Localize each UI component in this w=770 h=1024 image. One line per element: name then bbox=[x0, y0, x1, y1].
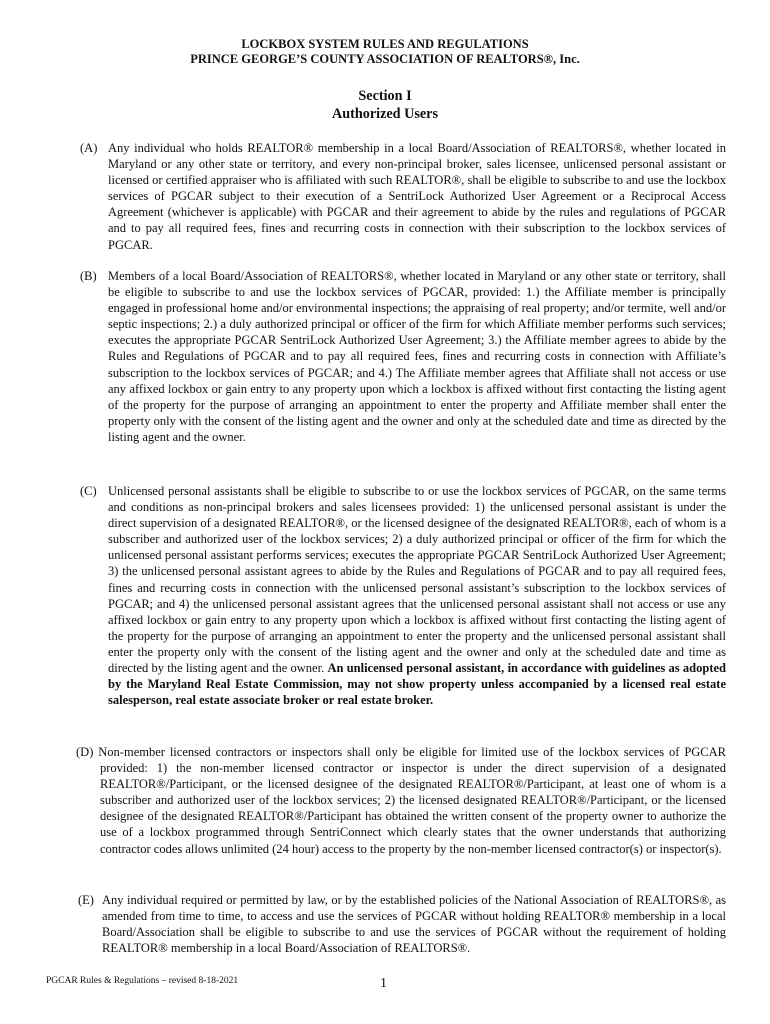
clause-text bbox=[80, 483, 726, 708]
document-title-line-2: PRINCE GEORGE’S COUNTY ASSOCIATION OF REALTORS®, Inc. bbox=[190, 52, 580, 66]
clause-d bbox=[76, 744, 726, 857]
clause-text: Any individual who holds REALTOR® membership in a local Board/Association of REALTORS®, whether located in Maryland or any other state or territory, and every non-principal broker, sales licensee, unlicensed personal assistant or licensed or certified appraiser who is affiliated with such REALTOR®, shall be eligible to subscribe to and use the lockbox services of PGCAR subject to their execution of a SentriLock Authorized User Agreement or a Reciprocal Access Agreement (whichever is applicable) with PGCAR and their agreement to abide by the rules and regulations of PGCAR and to pay all required fees, fines and recurring costs in connection with their subscription to the lockbox services of PGCAR. bbox=[108, 141, 726, 252]
clause-text: Members of a local Board/Association of REALTORS®, whether located in Maryland or any other state or territory, shall be eligible to subscribe to and use the lockbox services of PGCAR, provided: 1.) the Affiliate member is principally engaged in professional home and/or environmental inspections; the appraising of real property; and/or termite, well and/or septic inspections; 2.) a duly authorized principal or officer of the firm for which Affiliate member performs such services; executes the appropriate PGCAR SentriLock Authorized User Agreement; 3.) the Affiliate member agrees to abide by the Rules and Regulations of PGCAR and to pay all required fees, fines and recurring costs in connection with Affiliate’s subscription to the lockbox services of PGCAR; and 4.) The Affiliate member agrees that Affiliate shall not access or use any affixed lockbox or gain entry to any property upon which a lockbox is affixed without first contacting the listing agent of the property for the purpose of arranging an appointment to enter the property and Affiliate member shall enter the property only with the consent of the listing agent and the owner and only at the scheduled date and time as directed by the listing agent and the owner. bbox=[108, 269, 726, 444]
clause-a bbox=[80, 140, 726, 253]
clause-e bbox=[78, 892, 726, 956]
clause-text: Any individual required or permitted by law, or by the established policies of the National Association of REALTORS®, as amended from time to time, to access and use the services of PGCAR without holding REALTOR® membership in a local Board/Association shall be eligible to subscribe to and use the services of PGCAR without the requirement of holding REALTOR® membership in a local Board/Association of REALTORS®. bbox=[102, 893, 726, 956]
footer-revision-note: PGCAR Rules & Regulations – revised 8-18-2021 bbox=[46, 976, 239, 986]
clause-marker: (A) bbox=[80, 141, 98, 155]
clause-marker: (D) bbox=[76, 745, 94, 759]
section-title: Authorized Users bbox=[332, 106, 438, 122]
page-number: 1 bbox=[380, 976, 387, 991]
clause-text bbox=[76, 744, 726, 857]
clause-marker: (B) bbox=[80, 269, 97, 283]
clause-c bbox=[80, 483, 726, 708]
section-number: Section I bbox=[358, 88, 412, 104]
clause-body: Unlicensed personal assistants shall be eligible to subscribe to or use the lockbox services of PGCAR, on the same terms and conditions as non-principal brokers and sales licensees provided: 1) the unlicensed personal assistant is under the direct supervision of a designated REALTOR®, or the licensed designee of the designated REALTOR®, each of whom is a subscriber and authorized user of the lockbox services; 2) a duly authorized principal or officer of the firm for which the unlicensed personal assistant performs services; executes the appropriate PGCAR SentriLock Authorized User Agreement; 3) the unlicensed personal assistant agrees to abide by the Rules and Regulations of PGCAR and to pay all required fees, fines and recurring costs in connection with the unlicensed personal assistant’s subscription to the lockbox services of PGCAR; and 4) the unlicensed personal assistant agrees that the unlicensed personal assistant shall not access or use any affixed lockbox or gain entry to any property upon which a lockbox is affixed without first contacting the listing agent of the property for the purpose of arranging an appointment to enter the property and the unlicensed personal assistant shall enter the property only with the consent of the listing agent and the owner and only at the scheduled date and time as directed by the listing agent and the owner. bbox=[108, 484, 726, 676]
document-title-line-1: LOCKBOX SYSTEM RULES AND REGULATIONS bbox=[241, 37, 529, 51]
clause-marker: (C) bbox=[80, 484, 97, 498]
clause-body: Non-member licensed contractors or inspectors shall only be eligible for limited use of the lockbox services of PGCAR provided: 1) the non-member licensed contractor or inspector is under the direct supervision of a designated REALTOR®/Participant, or the licensed designee of the designated REALTOR®/Participant, at least one of whom is a subscriber and authorized user of the lockbox services; 2) the licensed designated REALTOR®/Participant, or the licensed designee of the designated REALTOR®/Participant has obtained the written consent of the property owner to authorize the use of a lockbox programmed through SentriConnect which clearly states that the owner understands that authorizing contractor codes allows unlimited (24 hour) access to the property by the non-member licensed contractor(s) or inspector(s). bbox=[98, 745, 727, 856]
clause-bold-notice: An unlicensed personal assistant, in accordance with guidelines as adopted by the Maryland Real Estate Commission, may not show property unless accompanied by a licensed real estate salesperson, real estate associate broker or real estate broker. bbox=[108, 661, 726, 708]
clause-b bbox=[80, 268, 726, 445]
clause-marker: (E) bbox=[78, 893, 94, 907]
